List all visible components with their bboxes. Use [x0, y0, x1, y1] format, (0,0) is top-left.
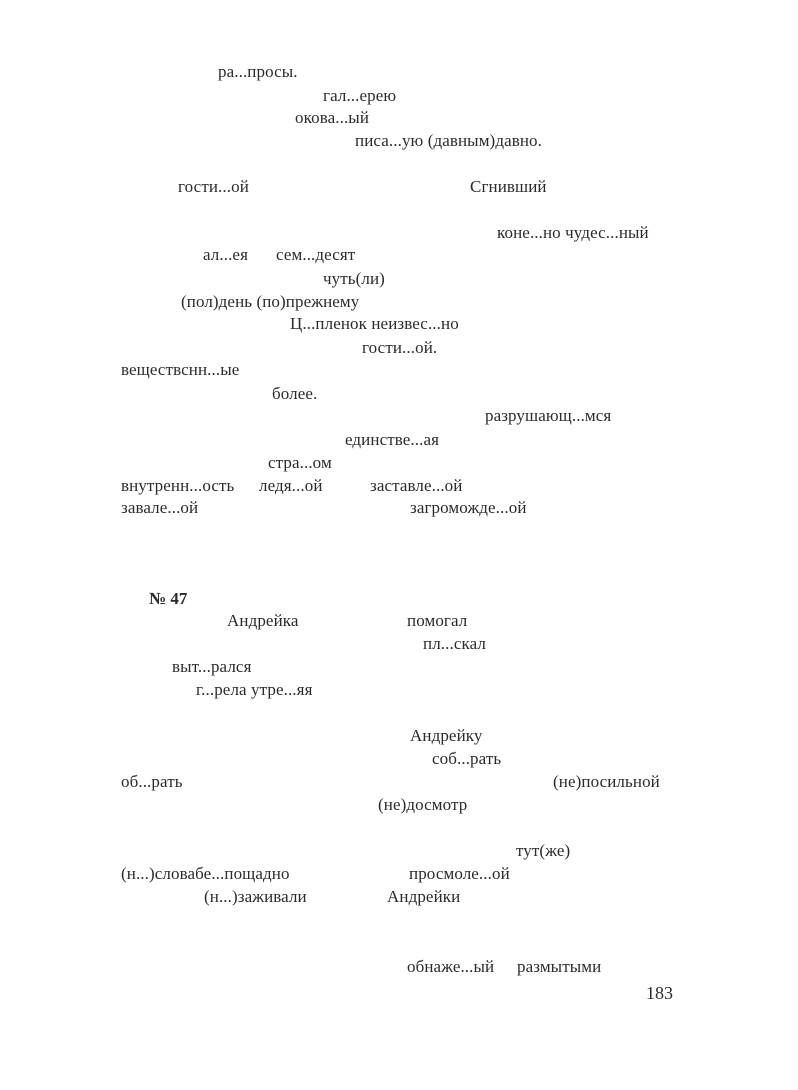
word-gostinoy: гости...ой: [178, 177, 249, 196]
word-pomogal: помогал: [407, 611, 468, 630]
word-poloskal: пл...скал: [423, 634, 486, 653]
word-chut-li: чуть(ли): [323, 269, 385, 288]
word-obirat: об...рать: [121, 772, 183, 791]
page-number: 183: [646, 983, 673, 1003]
word-neposilnoy: (не)посильной: [553, 772, 660, 791]
word-zavalennoy: завале...ой: [121, 498, 199, 517]
word-gostinoy-2: гости...ой.: [362, 338, 438, 357]
word-neslovabesposhchadno: (н...)словабе...пощадно: [121, 864, 290, 883]
word-pisanuyu: писа...ую (давным)давно.: [355, 131, 542, 150]
word-ledyanoy: ледя...ой: [259, 476, 323, 495]
word-nedosmotr: (не)досмотр: [378, 795, 468, 814]
word-polden-poprezhnemu: (пол)день (по)прежнему: [181, 292, 360, 311]
word-nezazhivali: (н...)заживали: [204, 887, 307, 906]
word-strakhom: стра...ом: [268, 453, 332, 472]
word-tsyplenok-neizvestno: Ц...пленок неизвес...но: [290, 314, 459, 333]
word-razrushayushchimsya: разрушающ...мся: [485, 406, 612, 425]
word-obnazhenny: обнаже...ый: [407, 957, 495, 976]
word-sgnivshiy: Сгнивший: [470, 177, 547, 196]
word-edinstvennaya: единстве...ая: [345, 430, 440, 449]
word-andreyka: Андрейка: [227, 611, 299, 630]
word-okovany: окова...ый: [295, 108, 370, 127]
word-konechno-chudesny: коне...но чудес...ный: [497, 223, 649, 242]
word-vytiralsya: выт...рался: [172, 657, 252, 676]
exercise-number: № 47: [149, 589, 188, 608]
word-semdesyat: сем...десят: [276, 245, 356, 264]
word-vnutrennost: внутренн...ость: [121, 476, 235, 495]
word-razmytymi: размытыми: [517, 957, 602, 976]
word-gorela-utrennyaya: г...рела утре...яя: [196, 680, 313, 699]
word-prosmolennoy: просмоле...ой: [409, 864, 510, 883]
word-tutzhe: тут(же): [516, 841, 571, 860]
word-veshchestvennye: веществснн...ые: [121, 360, 240, 379]
word-andreyki: Андрейки: [387, 887, 461, 906]
word-andreyku: Андрейку: [410, 726, 483, 745]
word-raprosy: ра...просы.: [218, 62, 298, 81]
word-alleya: ал...ея: [203, 245, 248, 264]
word-bolee: более.: [272, 384, 318, 403]
word-zastavlennoy: заставле...ой: [370, 476, 463, 495]
word-sobirat: соб...рать: [432, 749, 502, 768]
word-zagromozhdennoy: загроможде...ой: [410, 498, 527, 517]
word-galereyu: гал...ерею: [323, 86, 397, 105]
